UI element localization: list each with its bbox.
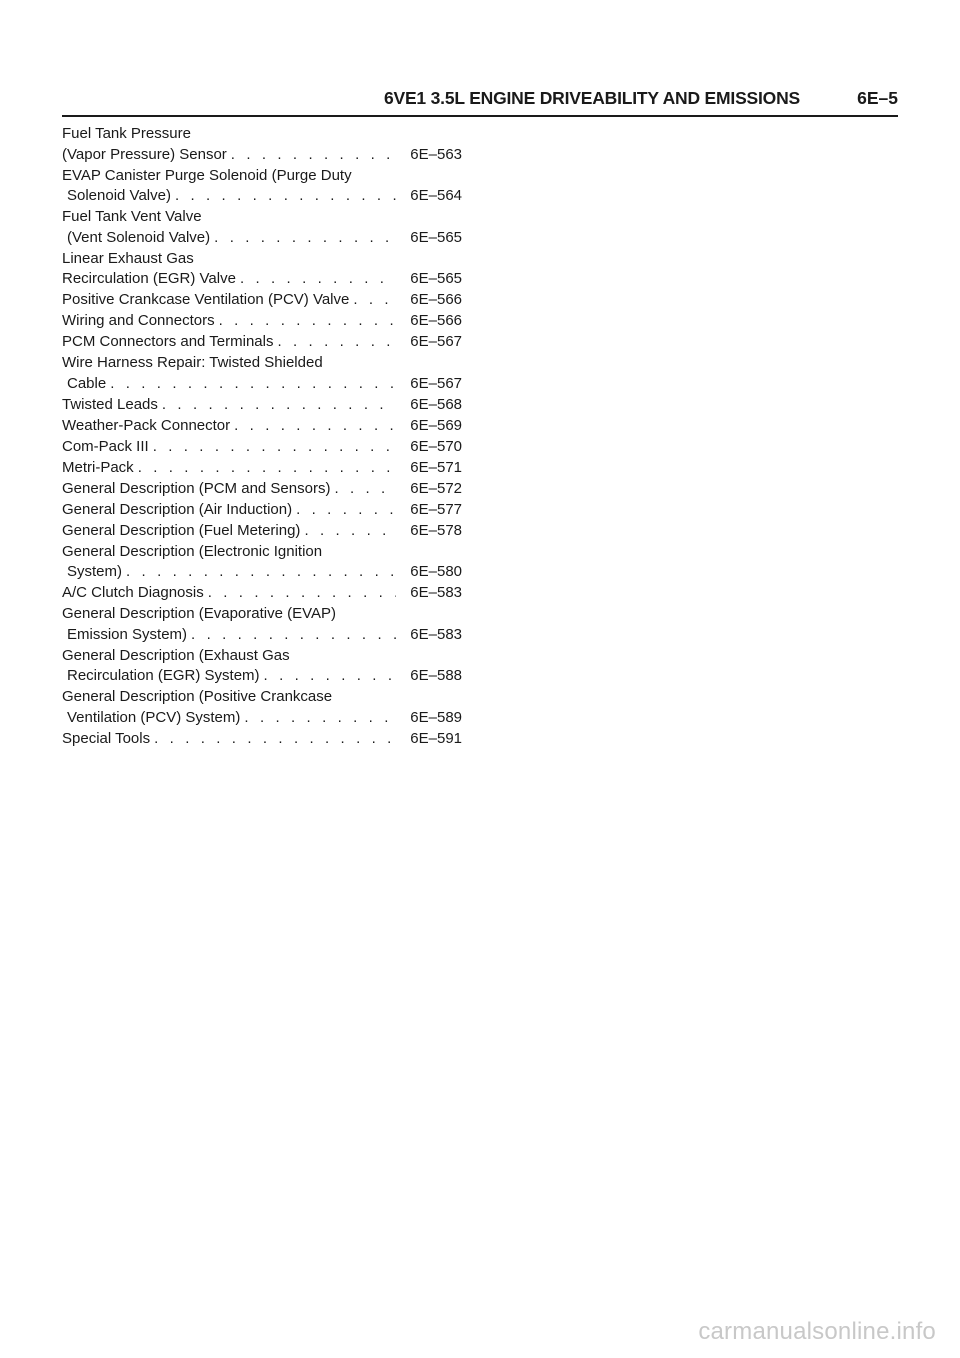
toc-entry: [62, 290, 462, 311]
toc-line: [62, 729, 462, 750]
toc-line: [62, 583, 462, 604]
toc-entry: [62, 687, 462, 728]
dot-leader: [219, 311, 396, 332]
dot-leader: [126, 562, 396, 583]
dot-leader: [231, 145, 396, 166]
toc-entry-page: 6E–577: [410, 500, 462, 518]
toc-entry-title: Recirculation (EGR) Valve: [62, 270, 236, 287]
toc-entry-page: 6E–583: [410, 584, 462, 601]
watermark: carmanualsonline.info: [698, 1318, 936, 1345]
toc-line: [62, 646, 462, 667]
toc-line: [62, 249, 462, 270]
toc-entry: [62, 437, 462, 458]
toc-line: [62, 269, 462, 290]
toc-entry-page: 6E–566: [410, 291, 462, 308]
toc-entry: [62, 479, 462, 500]
dot-leader: [234, 416, 396, 437]
toc-entry: [62, 500, 462, 521]
dot-leader: [296, 500, 396, 521]
toc-entry-title: General Description (Positive Crankcase: [62, 688, 333, 705]
dot-leader: [240, 269, 396, 290]
toc-entry: [62, 207, 462, 248]
page-header: [62, 88, 898, 112]
toc-entry-title: Wiring and Connectors: [62, 312, 215, 329]
dot-leader: [191, 625, 396, 646]
toc-line: [62, 521, 462, 542]
dot-leader: [277, 332, 396, 353]
toc-line: [62, 207, 462, 228]
toc-entry: [62, 395, 462, 416]
toc-entry-title: Twisted Leads: [62, 395, 158, 413]
toc-entry-title: Com-Pack III: [62, 437, 149, 455]
toc-line: [62, 416, 462, 437]
toc-entry-title: EVAP Canister Purge Solenoid (Purge Duty: [62, 166, 352, 184]
toc-entry-page: 6E–571: [410, 458, 462, 476]
toc-entry-title: Fuel Tank Vent Valve: [62, 208, 202, 225]
toc-entry-page: 6E–570: [410, 437, 462, 455]
dot-leader: [153, 437, 396, 458]
toc-entry-title: PCM Connectors and Terminals: [62, 333, 274, 350]
toc-line: [62, 290, 462, 311]
toc-line: [62, 145, 462, 166]
toc-entry-title: General Description (Electronic Ignition: [62, 542, 323, 560]
section-title: 6VE1 3.5L ENGINE DRIVEABILITY AND EMISSIONS: [383, 88, 800, 108]
table-of-contents: [62, 124, 462, 750]
dot-leader: [214, 228, 396, 249]
toc-entry: [62, 583, 462, 604]
toc-entry: [62, 542, 462, 583]
toc-entry-page: 6E–569: [410, 416, 462, 434]
toc-entry-title: General Description (Fuel Metering): [62, 521, 301, 539]
toc-entry-title: (Vapor Pressure) Sensor: [62, 145, 227, 163]
toc-entry-title: General Description (Exhaust Gas: [62, 646, 290, 664]
toc-entry-page: 6E–567: [410, 333, 462, 350]
toc-entry: [62, 249, 462, 290]
dot-leader: [353, 290, 396, 311]
toc-entry: [62, 311, 462, 332]
toc-entry-title: General Description (Air Induction): [62, 500, 293, 518]
toc-entry-page: 6E–578: [410, 521, 462, 539]
toc-entry-title: Fuel Tank Pressure: [62, 125, 191, 142]
dot-leader: [162, 395, 396, 416]
dot-leader: [208, 583, 396, 604]
toc-entry-page: 6E–572: [410, 479, 462, 497]
toc-entry-title: Recirculation (EGR) System): [67, 667, 260, 684]
header-rule: [62, 115, 898, 117]
toc-line: [62, 166, 462, 187]
toc-entry-page: 6E–566: [410, 312, 462, 329]
toc-line: [62, 124, 462, 145]
toc-entry: [62, 124, 462, 165]
toc-line: [62, 186, 462, 207]
toc-entry: [62, 416, 462, 437]
toc-entry-page: 6E–565: [410, 270, 462, 287]
dot-leader: [110, 374, 396, 395]
toc-entry: [62, 646, 462, 687]
toc-line: [62, 311, 462, 332]
toc-entry-title: System): [67, 563, 123, 580]
toc-line: [62, 228, 462, 249]
page-number: 6E–5: [857, 88, 898, 108]
toc-line: [62, 500, 462, 521]
toc-entry-page: 6E–567: [410, 374, 462, 392]
toc-entry: [62, 458, 462, 479]
toc-entry-title: General Description (Evaporative (EVAP): [62, 605, 336, 622]
toc-entry-page: 6E–568: [410, 395, 462, 413]
toc-line: [62, 708, 462, 729]
toc-line: [62, 332, 462, 353]
toc-line: [62, 625, 462, 646]
toc-entry-page: 6E–580: [410, 563, 462, 580]
toc-entry: [62, 521, 462, 542]
toc-entry-page: 6E–591: [410, 729, 462, 747]
toc-entry-page: 6E–589: [410, 708, 462, 726]
toc-entry: [62, 166, 462, 207]
toc-entry-title: (Vent Solenoid Valve): [67, 228, 211, 246]
dot-leader: [304, 521, 396, 542]
toc-entry: [62, 604, 462, 645]
dot-leader: [264, 666, 396, 687]
toc-line: [62, 437, 462, 458]
dot-leader: [154, 729, 396, 750]
toc-line: [62, 479, 462, 500]
toc-entry-title: Metri-Pack: [62, 458, 134, 476]
toc-entry-page: 6E–563: [410, 145, 462, 163]
toc-entry-title: Ventilation (PCV) System): [67, 708, 241, 726]
toc-line: [62, 562, 462, 583]
toc-entry-title: Solenoid Valve): [67, 187, 171, 204]
toc-entry: [62, 332, 462, 353]
dot-leader: [175, 186, 396, 207]
toc-line: [62, 395, 462, 416]
toc-entry-title: Emission System): [67, 625, 188, 643]
dot-leader: [334, 479, 396, 500]
toc-entry-page: 6E–564: [410, 187, 462, 204]
toc-line: [62, 604, 462, 625]
toc-entry-page: 6E–588: [410, 667, 462, 684]
toc-entry-title: Wire Harness Repair: Twisted Shielded: [62, 354, 323, 371]
toc-line: [62, 687, 462, 708]
dot-leader: [244, 708, 396, 729]
toc-entry-title: Weather-Pack Connector: [62, 416, 231, 434]
toc-entry-title: Special Tools: [62, 729, 151, 747]
toc-entry-title: General Description (PCM and Sensors): [62, 479, 331, 497]
toc-entry-page: 6E–565: [410, 228, 462, 246]
toc-line: [62, 666, 462, 687]
toc-entry-title: Linear Exhaust Gas: [62, 249, 194, 267]
toc-line: [62, 458, 462, 479]
dot-leader: [138, 458, 396, 479]
toc-line: [62, 542, 462, 563]
toc-entry: [62, 729, 462, 750]
toc-line: [62, 374, 462, 395]
toc-entry: [62, 353, 462, 394]
toc-line: [62, 353, 462, 374]
toc-entry-title: Cable: [67, 374, 107, 392]
toc-entry-page: 6E–583: [410, 625, 462, 643]
toc-entry-title: Positive Crankcase Ventilation (PCV) Valve: [62, 291, 350, 308]
toc-entry-title: A/C Clutch Diagnosis: [62, 584, 204, 601]
